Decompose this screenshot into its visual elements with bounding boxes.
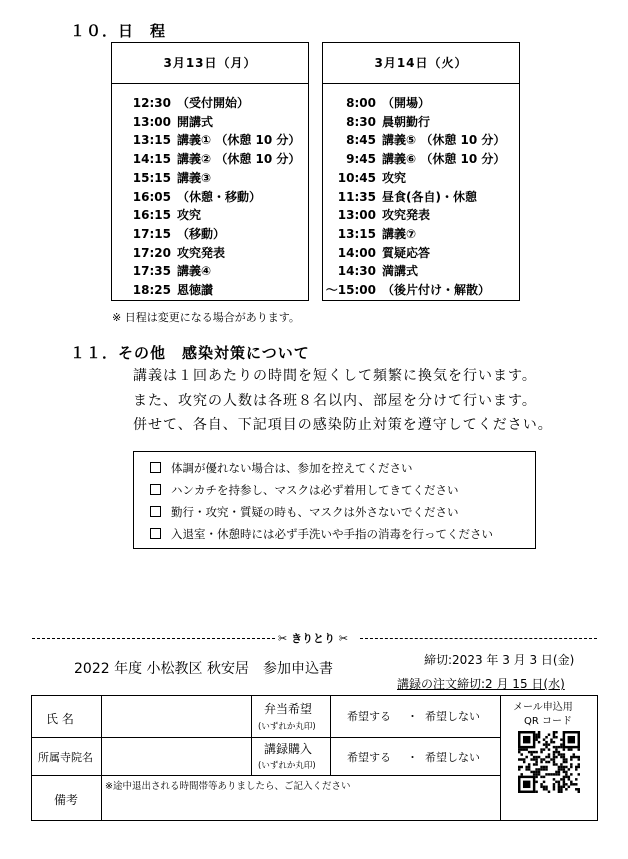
schedule-row: [112, 281, 213, 300]
schedule-row: [112, 150, 300, 169]
schedule-row: [112, 188, 261, 207]
schedule-time: 8:45: [346, 133, 376, 148]
schedule-row: [323, 131, 505, 150]
schedule-row: [323, 225, 416, 244]
schedule-time: 16:05: [132, 189, 171, 204]
schedule-event: （後片付け・解散）: [382, 283, 491, 297]
schedule-event: 講義① （休憩 10 分）: [177, 133, 301, 148]
schedule-note: ※ 日程は変更になる場合があります。: [112, 311, 300, 324]
book-option-no[interactable]: 希望しない: [425, 751, 480, 764]
qr-label: QR コード: [524, 716, 572, 727]
schedule-event: （休憩・移動）: [177, 189, 262, 204]
schedule-time: 8:00: [346, 96, 376, 110]
mail-label: メール申込用: [513, 702, 573, 713]
schedule-row: [323, 206, 430, 225]
book-options[interactable]: [331, 738, 501, 776]
name-label-cell: [32, 696, 102, 738]
checklist-text: ハンカチを持参し、マスクは必ず着用してきてください: [171, 483, 459, 497]
cut-line-right: [360, 638, 597, 639]
day2-title: 3月14日（火）: [323, 43, 519, 84]
schedule-row: [112, 225, 225, 244]
schedule-row: [112, 244, 225, 263]
form-title: 2022 年度 小松教区 秋安居 参加申込書: [74, 661, 333, 677]
schedule-event: 晨朝勤行: [382, 114, 431, 129]
bento-label: 弁当希望: [264, 702, 313, 716]
schedule-event: 講義③: [177, 170, 212, 185]
application-form: [31, 695, 598, 821]
schedule-heading: １０．日 程: [70, 22, 167, 40]
bento-label-cell: [252, 696, 331, 738]
checklist-box: [133, 451, 536, 549]
name-field[interactable]: [102, 696, 252, 738]
schedule-time: 12:30: [132, 96, 171, 110]
schedule-event: 講義⑤ （休憩 10 分）: [382, 133, 506, 148]
book-label: 講録購入: [264, 742, 313, 756]
schedule-time: 8:30: [346, 114, 376, 129]
schedule-time: 17:15: [132, 226, 171, 241]
schedule-row: [112, 131, 300, 150]
schedule-event: 攻究発表: [177, 245, 226, 260]
schedule-time: 13:00: [337, 208, 376, 223]
paragraph-1: 講義は１回あたりの時間を短くして頻繁に換気を行います。: [133, 368, 537, 384]
book-option-sep: ・: [407, 751, 418, 764]
day1-title: 3月13日（月）: [112, 43, 308, 84]
checklist-text: 勤行・攻究・質疑の時も、マスクは外さないでください: [171, 505, 459, 519]
schedule-time: 11:35: [337, 189, 376, 204]
schedule-row: [112, 113, 213, 132]
bento-option-yes[interactable]: 希望する: [347, 710, 391, 723]
bento-option-no[interactable]: 希望しない: [425, 710, 480, 723]
schedule-event: （受付開始）: [177, 96, 250, 110]
remarks-note: ※途中退出される時間帯等ありましたら、ご記入ください: [105, 781, 351, 792]
schedule-row: [323, 169, 406, 188]
schedule-time: 16:15: [132, 208, 171, 223]
schedule-event: （開場）: [382, 96, 431, 110]
schedule-event: 質疑応答: [382, 245, 431, 260]
order-deadline: 講録の注文締切:2 月 15 日(水): [397, 677, 565, 691]
schedule-time: 14:15: [132, 152, 171, 167]
schedule-event: 開講式: [177, 114, 214, 129]
schedule-time: 14:00: [337, 245, 376, 260]
schedule-row: [323, 244, 430, 263]
cut-label: きりとり: [291, 632, 336, 645]
schedule-row: [323, 113, 430, 132]
schedule-time: 17:35: [132, 264, 171, 279]
schedule-event: 講義② （休憩 10 分）: [177, 152, 301, 167]
schedule-event: 昼食(各自)・休憩: [382, 189, 477, 204]
schedule-time: 14:30: [337, 264, 376, 279]
schedule-row: [112, 262, 211, 281]
schedule-day1: [111, 42, 309, 301]
book-option-yes[interactable]: 希望する: [347, 751, 391, 764]
schedule-event: 攻究: [382, 170, 407, 185]
schedule-event: 攻究発表: [382, 208, 431, 223]
schedule-time: 9:45: [346, 152, 376, 167]
temple-label: 所属寺院名: [38, 751, 93, 764]
checklist-item: [150, 480, 459, 500]
scissors-icon: ✂: [278, 632, 288, 645]
checkbox-icon: [150, 462, 161, 473]
remarks-label: 備考: [54, 793, 79, 807]
schedule-day2: [322, 42, 520, 301]
schedule-event: 講義⑦: [382, 226, 417, 241]
schedule-time: 18:25: [132, 283, 171, 297]
schedule-event: 攻究: [177, 208, 202, 223]
paragraph-3: 併せて、各自、下記項目の感染防止対策を遵守してください。: [133, 417, 553, 433]
temple-field[interactable]: [102, 738, 252, 776]
bento-sub: (いずれか丸印): [258, 722, 316, 732]
scissors-icon: ✂: [338, 632, 349, 645]
schedule-time: 15:15: [132, 170, 171, 185]
schedule-row: [323, 150, 505, 169]
bento-option-sep: ・: [407, 710, 418, 723]
checklist-text: 体調が優れない場合は、参加を控えてください: [171, 461, 413, 475]
schedule-row: [323, 281, 490, 300]
checklist-text: 入退室・休憩時には必ず手洗いや手指の消毒を行ってください: [171, 527, 493, 541]
cut-line-left: [32, 638, 275, 639]
remarks-label-cell: [32, 776, 102, 821]
checklist-item: [150, 502, 459, 522]
schedule-event: 恩徳讃: [177, 283, 214, 297]
schedule-row: [112, 169, 211, 188]
qr-code-icon[interactable]: [518, 731, 580, 793]
bento-options[interactable]: [331, 696, 501, 738]
paragraph-2: また、攻究の人数は各班８名以内、部屋を分けて行います。: [133, 393, 537, 409]
schedule-event: 講義⑥ （休憩 10 分）: [382, 152, 506, 167]
schedule-row: [112, 206, 201, 225]
temple-label-cell: [32, 738, 102, 776]
schedule-row: [323, 262, 418, 281]
schedule-time: 13:15: [132, 133, 171, 148]
schedule-time: 13:15: [337, 226, 376, 241]
schedule-time: 10:45: [337, 170, 376, 185]
checkbox-icon: [150, 484, 161, 495]
schedule-row: [323, 94, 430, 113]
checklist-item: [150, 524, 493, 544]
schedule-event: （移動）: [177, 226, 226, 241]
name-label: 氏 名: [46, 712, 74, 726]
checkbox-icon: [150, 528, 161, 539]
book-label-cell: [252, 738, 331, 776]
section11-heading: １１．その他 感染対策について: [70, 344, 310, 362]
schedule-time: ～15:00: [325, 283, 376, 297]
checkbox-icon: [150, 506, 161, 517]
checklist-item: [150, 458, 413, 478]
schedule-row: [323, 188, 477, 207]
schedule-event: 満講式: [382, 264, 419, 279]
qr-cell: [501, 696, 598, 821]
schedule-event: 講義④: [177, 264, 212, 279]
schedule-row: [112, 94, 249, 113]
schedule-time: 17:20: [132, 245, 171, 260]
remarks-field[interactable]: [102, 776, 501, 821]
cut-label-group: [278, 630, 348, 646]
book-sub: (いずれか丸印): [258, 761, 316, 771]
schedule-time: 13:00: [132, 114, 171, 129]
deadline: 締切:2023 年 3 月 3 日(金): [424, 653, 575, 667]
